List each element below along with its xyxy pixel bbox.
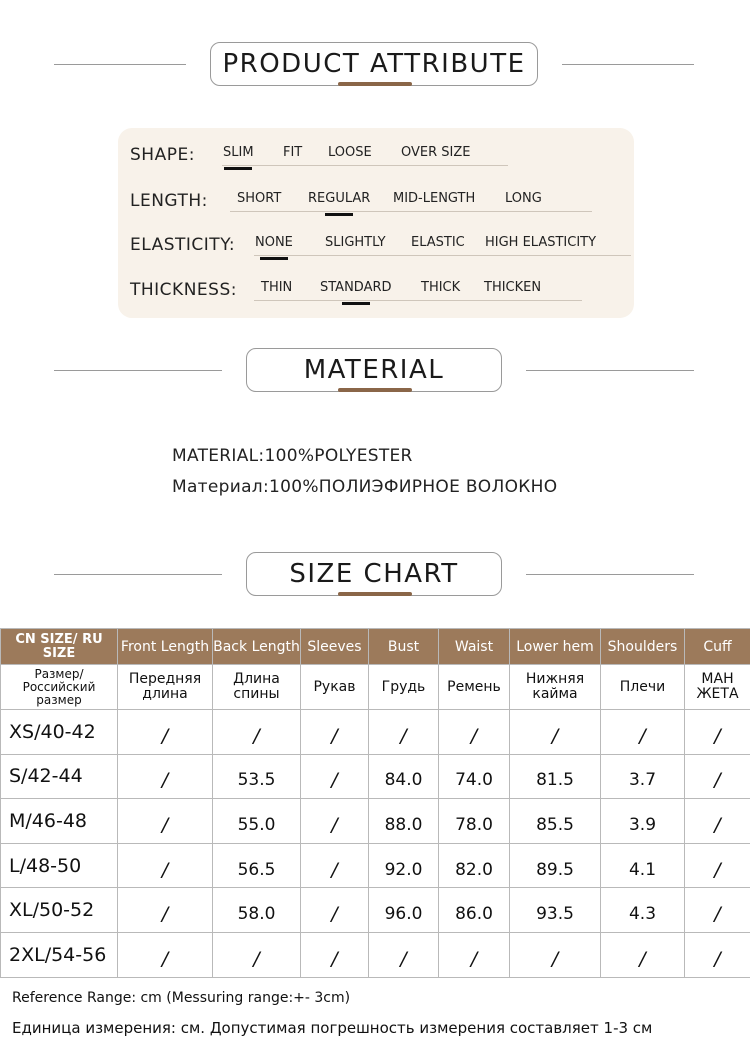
table-cell: / — [213, 932, 301, 977]
table-row — [1, 843, 750, 888]
col-back-length: Back Length — [213, 629, 301, 665]
option-thin: THIN — [261, 280, 293, 295]
table-cell: / — [301, 799, 369, 844]
size-chart-header — [0, 552, 750, 600]
table-cell: 86.0 — [439, 888, 510, 933]
table-cell: / — [301, 932, 369, 977]
size-label: L/48-50 — [1, 843, 118, 888]
table-cell: / — [439, 932, 510, 977]
option-thicken: THICKEN — [484, 280, 542, 295]
table-cell: 82.0 — [439, 843, 510, 888]
section-title: PRODUCT ATTRIBUTE — [210, 42, 538, 86]
table-cell: 3.7 — [601, 754, 685, 799]
size-label: S/42-44 — [1, 754, 118, 799]
attribute-row-shape: SHAPE: SLIM FIT LOOSE OVER SIZE — [130, 141, 630, 171]
product-attribute-header — [0, 42, 750, 90]
table-cell: / — [510, 932, 601, 977]
table-cell: 78.0 — [439, 799, 510, 844]
option-over-size: OVER SIZE — [401, 145, 471, 160]
table-cell: 85.5 — [510, 799, 601, 844]
option-loose: LOOSE — [328, 145, 372, 160]
option-thick: THICK — [421, 280, 461, 295]
table-cell: / — [118, 843, 213, 888]
material-en: MATERIAL:100%POLYESTER — [172, 446, 413, 466]
size-chart-table — [0, 628, 750, 978]
table-cell: 89.5 — [510, 843, 601, 888]
col-waist: Waist — [439, 629, 510, 665]
table-cell: 81.5 — [510, 754, 601, 799]
table-cell: / — [510, 710, 601, 755]
attribute-row-length: LENGTH: SHORT REGULAR MID-LENGTH LONG — [130, 187, 630, 217]
table-cell: / — [369, 710, 439, 755]
table-row — [1, 799, 750, 844]
table-cell: / — [601, 710, 685, 755]
size-label: M/46-48 — [1, 799, 118, 844]
section-title: MATERIAL — [246, 348, 502, 392]
col-shoulders: Shoulders — [601, 629, 685, 665]
material-ru: Материал:100%ПОЛИЭФИРНОЕ ВОЛОКНО — [172, 477, 558, 497]
size-label: 2XL/54-56 — [1, 932, 118, 977]
option-long: LONG — [505, 191, 542, 206]
option-elastic: ELASTIC — [411, 235, 465, 250]
option-regular: REGULAR — [308, 191, 371, 206]
size-label: XS/40-42 — [1, 710, 118, 755]
table-row — [1, 932, 750, 977]
attribute-row-elasticity: ELASTICITY: NONE SLIGHTLY ELASTIC HIGH ELASTICITY — [130, 231, 630, 261]
table-cell: 74.0 — [439, 754, 510, 799]
size-label: XL/50-52 — [1, 888, 118, 933]
col-lower-hem: Lower hem — [510, 629, 601, 665]
table-cell: / — [118, 710, 213, 755]
table-cell: / — [118, 799, 213, 844]
col-bust: Bust — [369, 629, 439, 665]
table-cell: 4.3 — [601, 888, 685, 933]
header-row-en — [1, 629, 750, 665]
table-cell: / — [439, 710, 510, 755]
col-sleeves: Sleeves — [301, 629, 369, 665]
table-cell: / — [118, 888, 213, 933]
table-cell: 4.1 — [601, 843, 685, 888]
option-none: NONE — [255, 235, 293, 250]
table-row — [1, 754, 750, 799]
option-mid-length: MID-LENGTH — [393, 191, 476, 206]
option-fit: FIT — [283, 145, 303, 160]
table-cell: 96.0 — [369, 888, 439, 933]
table-cell: 88.0 — [369, 799, 439, 844]
footnote-en: Reference Range: cm (Messuring range:+- 3cm) — [12, 990, 351, 1006]
table-cell: / — [118, 754, 213, 799]
table-row — [1, 710, 750, 755]
table-cell: / — [118, 932, 213, 977]
table-cell: / — [685, 710, 750, 755]
table-row — [1, 888, 750, 933]
table-cell: / — [685, 799, 750, 844]
table-cell: 58.0 — [213, 888, 301, 933]
table-cell: / — [685, 754, 750, 799]
section-title: SIZE CHART — [246, 552, 502, 596]
footnote-ru: Единица измерения: см. Допустимая погрешность измерения составляет 1-3 см — [12, 1019, 653, 1037]
table-cell: / — [685, 932, 750, 977]
option-short: SHORT — [237, 191, 282, 206]
table-cell: 84.0 — [369, 754, 439, 799]
col-size: CN SIZE/ RU SIZE — [1, 629, 118, 665]
table-cell: / — [369, 932, 439, 977]
option-high-elasticity: HIGH ELASTICITY — [485, 235, 597, 250]
table-cell: / — [685, 888, 750, 933]
option-standard: STANDARD — [320, 280, 392, 295]
table-cell: 55.0 — [213, 799, 301, 844]
attribute-row-thickness: THICKNESS: THIN STANDARD THICK THICKEN — [130, 276, 630, 306]
header-row-ru: Размер/ Российский размер Передняя длина Длина спины Рукав Грудь Ремень Нижняя кайма Плечи МАН ЖЕТА — [1, 665, 750, 710]
table-cell: 93.5 — [510, 888, 601, 933]
table-cell: 53.5 — [213, 754, 301, 799]
material-header — [0, 348, 750, 396]
option-slim: SLIM — [223, 145, 254, 160]
table-cell: / — [301, 710, 369, 755]
col-cuff: Cuff — [685, 629, 750, 665]
table-cell: 92.0 — [369, 843, 439, 888]
table-cell: 3.9 — [601, 799, 685, 844]
table-cell: / — [301, 888, 369, 933]
attribute-panel — [118, 128, 634, 318]
col-front-length: Front Length — [118, 629, 213, 665]
table-cell: 56.5 — [213, 843, 301, 888]
option-slightly: SLIGHTLY — [325, 235, 386, 250]
table-cell: / — [213, 710, 301, 755]
table-cell: / — [685, 843, 750, 888]
table-cell: / — [301, 754, 369, 799]
table-cell: / — [301, 843, 369, 888]
table-cell: / — [601, 932, 685, 977]
